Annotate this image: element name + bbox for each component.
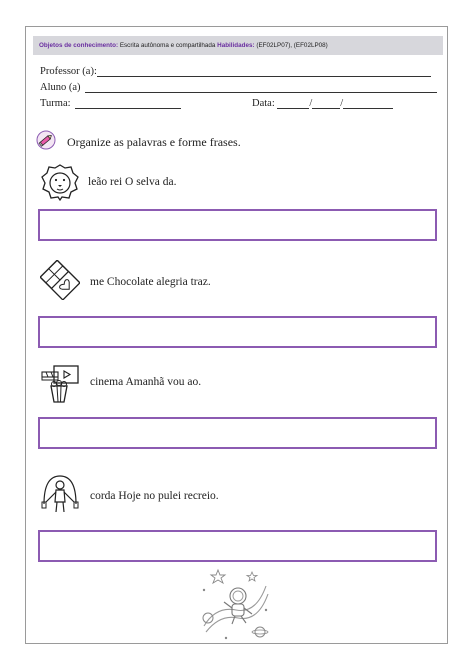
- data-year-field[interactable]: [343, 98, 393, 109]
- professor-label: Professor (a):: [40, 66, 97, 77]
- header-bar: [33, 36, 443, 55]
- data-month-field[interactable]: [312, 98, 340, 109]
- turma-field[interactable]: [75, 98, 181, 109]
- cinema-popcorn-icon: [40, 364, 80, 404]
- task-3-words: cinema Amanhã vou ao.: [90, 376, 202, 388]
- header-text-objetos: Escrita autônoma e compartilhada: [118, 42, 218, 49]
- header-label-habilidades: Habilidades:: [217, 42, 255, 49]
- pencil-icon: [36, 130, 56, 150]
- header-text-habilidades: (EF02LP07), (EF02LP08): [254, 42, 328, 49]
- turma-label: Turma:: [40, 98, 71, 109]
- task-1-words: leão rei O selva da.: [88, 176, 177, 188]
- data-label: Data:: [252, 98, 275, 109]
- lion-icon: [40, 162, 80, 202]
- aluno-label: Aluno (a): [40, 82, 81, 93]
- chocolate-bar-icon: [40, 260, 80, 300]
- jump-rope-icon: [40, 474, 80, 514]
- header-label-objetos: Objetos de conhecimento:: [39, 42, 119, 49]
- answer-box-4[interactable]: [38, 530, 437, 562]
- data-slash-2: /: [340, 98, 344, 109]
- aluno-field[interactable]: [85, 82, 437, 93]
- instruction-text: Organize as palavras e forme frases.: [67, 135, 241, 149]
- answer-box-1[interactable]: [38, 209, 437, 241]
- data-slash-1: /: [309, 98, 313, 109]
- astronaut-space-icon: [196, 566, 274, 644]
- professor-row: [40, 66, 431, 77]
- data-row: [252, 98, 393, 109]
- turma-row: [40, 98, 181, 109]
- data-day-field[interactable]: [277, 98, 309, 109]
- professor-field[interactable]: [97, 66, 431, 77]
- task-4-words: corda Hoje no pulei recreio.: [90, 490, 219, 502]
- answer-box-3[interactable]: [38, 417, 437, 449]
- answer-box-2[interactable]: [38, 316, 437, 348]
- task-2-words: me Chocolate alegria traz.: [90, 276, 211, 288]
- aluno-row: [40, 82, 437, 93]
